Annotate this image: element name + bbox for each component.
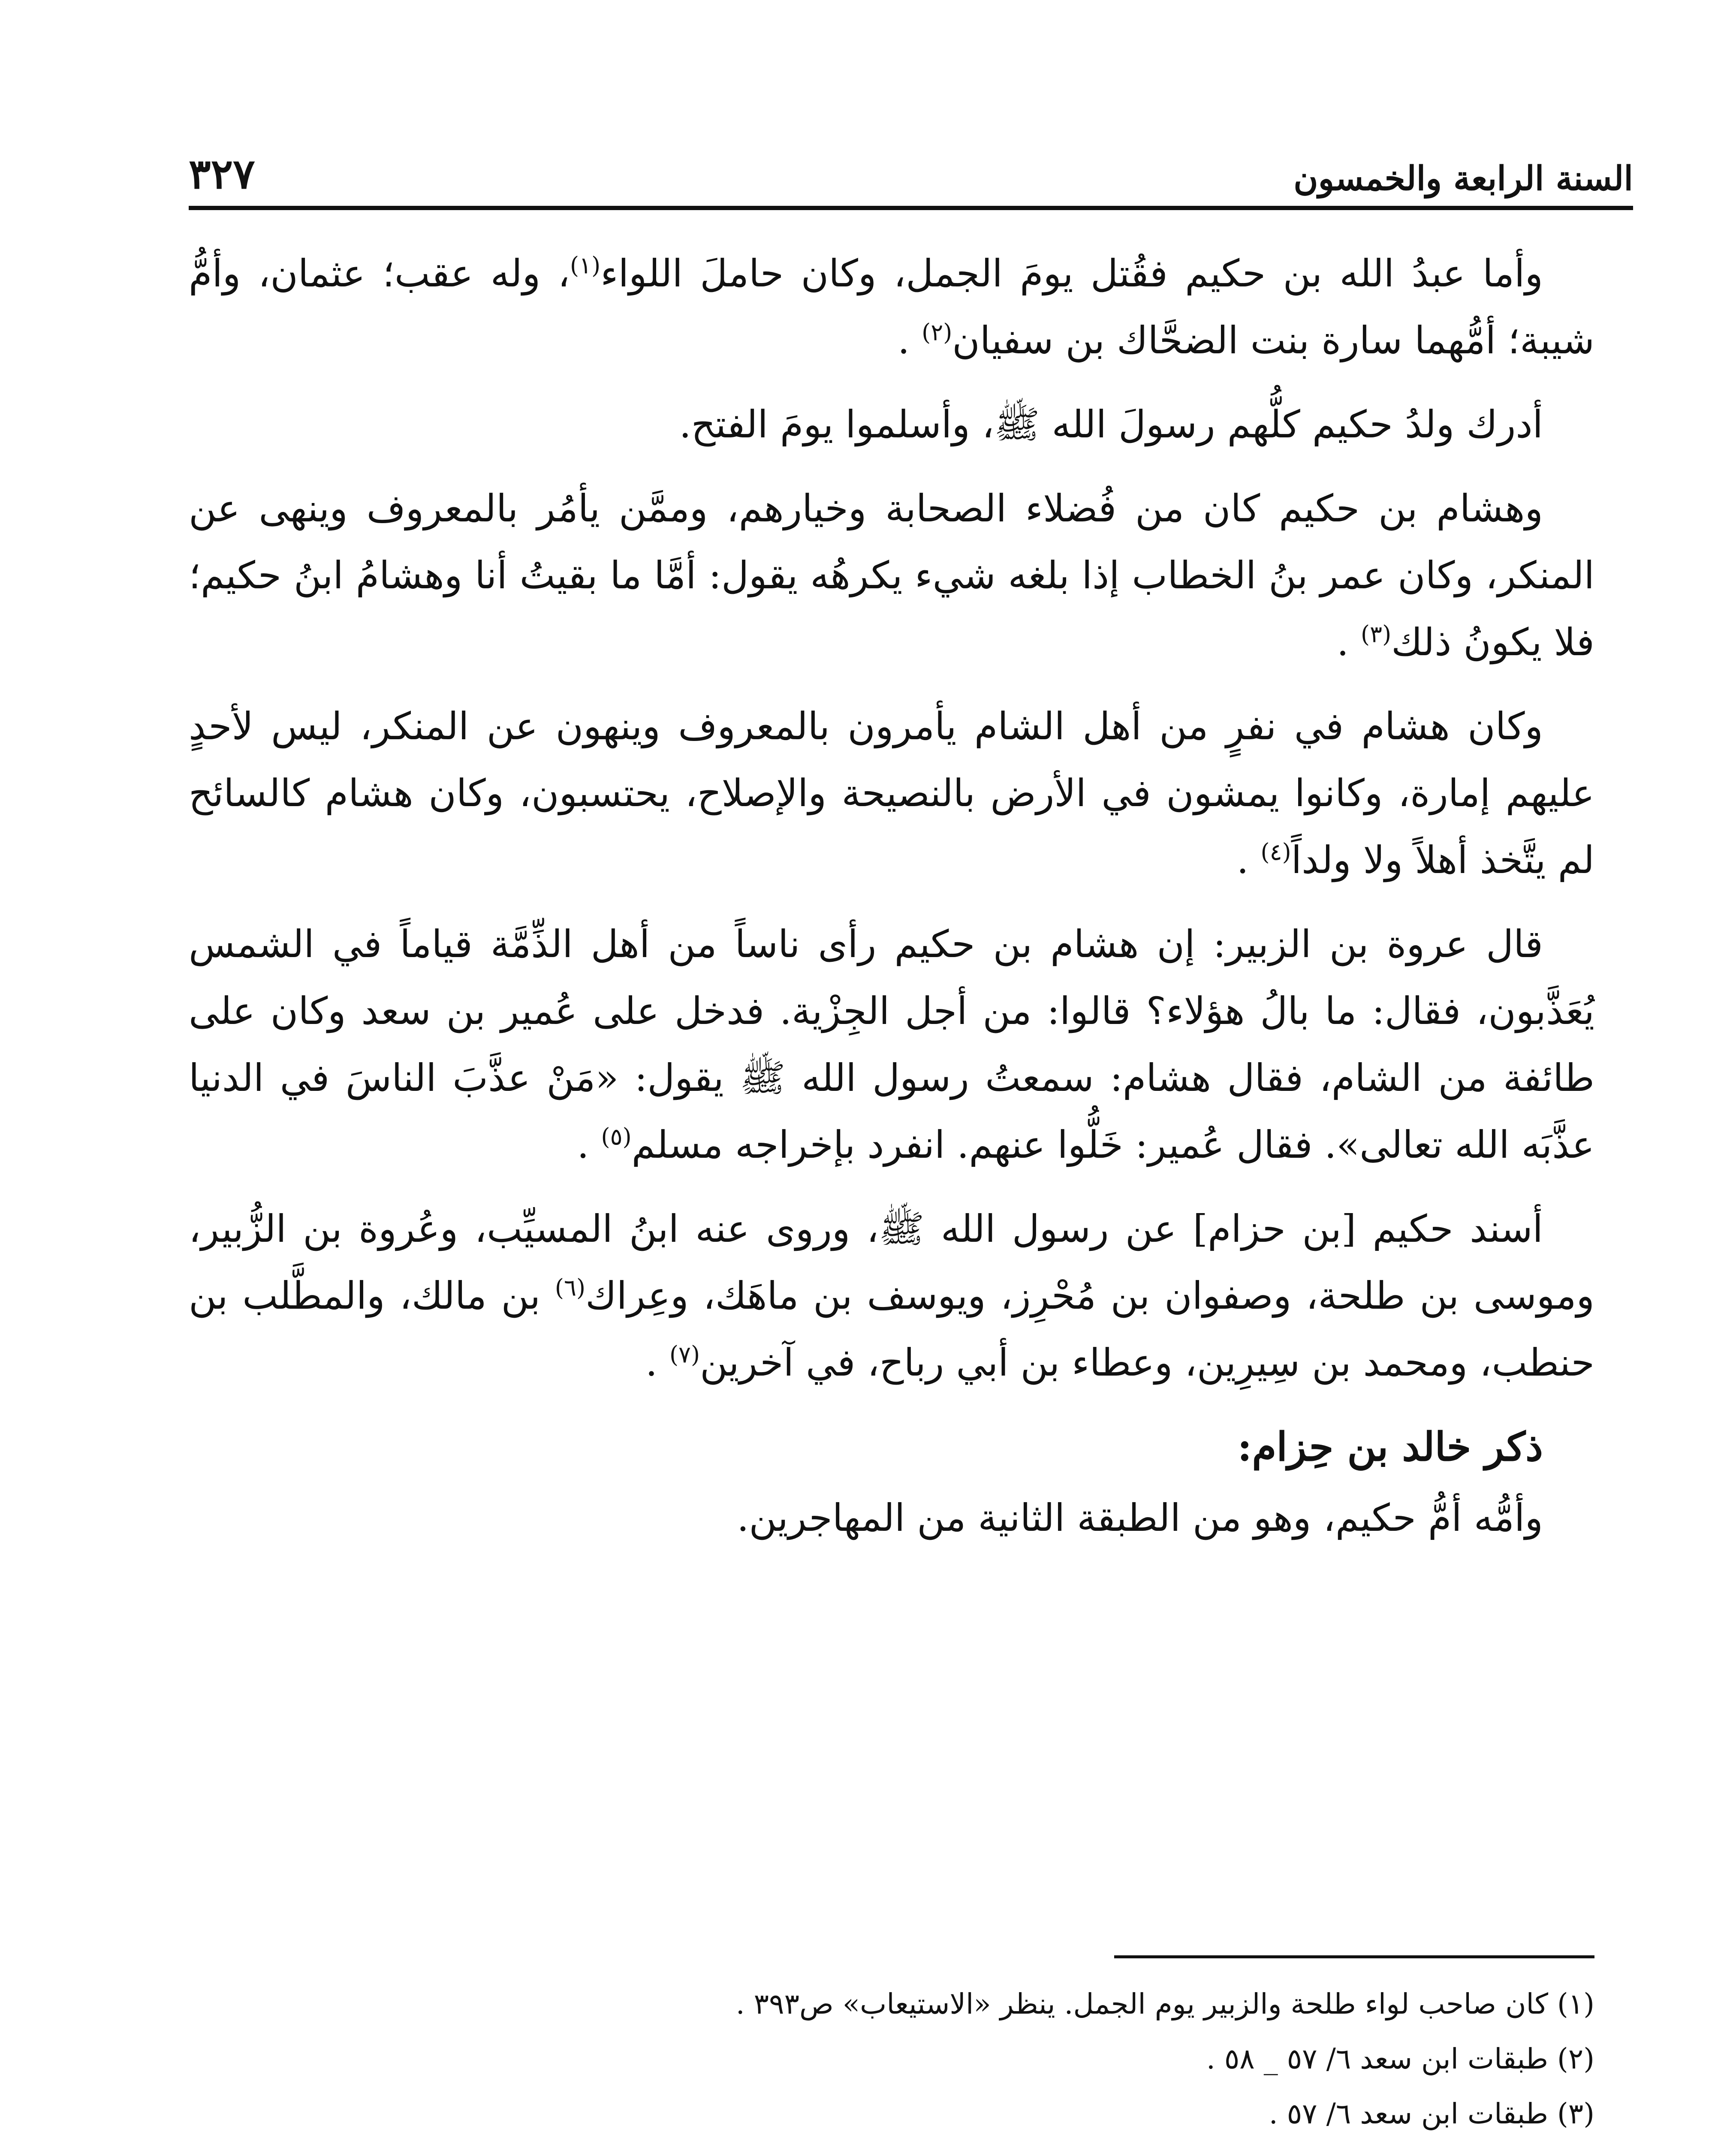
footnote-ref-6: (٦) — [555, 1274, 586, 1301]
footnotes — [300, 1977, 1594, 2144]
paragraph-6: أسند حكيم [بن حزام] عن رسول الله ﷺ، وروى عنه ابنُ المسيِّب، وعُروة بن الزُّبير، وموسى بن طلحة، وصفوان بن مُحْرِز، ويوسف بن ماهَك، وعِراك$^{(٦)}$ بن مالك، والمطَّلب بن حنطب، ومحمد بن سِيرِين، وعطاء بن أبي رباح، في آخرين$^{(٧)}$ . — [189, 1207, 1594, 1385]
footnote-2: (٢) طبقات ابن سعد ٦/ ٥٧ _ ٥٨ . — [1206, 2042, 1594, 2075]
footnote-ref-7: (٧) — [669, 1341, 700, 1368]
main-text — [189, 240, 1594, 1569]
footnote-divider — [1114, 1955, 1594, 1958]
paragraph-7: وأمُّه أمُّ حكيم، وهو من الطبقة الثانية من المهاجرين. — [737, 1496, 1543, 1540]
paragraph-2: أدرك ولدُ حكيم كلُّهم رسولَ الله ﷺ، وأسلموا يومَ الفتح. — [679, 402, 1543, 446]
footnote-4 — [300, 2141, 1594, 2144]
footnote-ref-1: (١) — [570, 252, 601, 279]
section-heading: ذكر خالد بن حِزام: — [1237, 1424, 1543, 1470]
page-number: ٣٢٧ — [189, 150, 255, 198]
footnote-ref-4: (٤) — [1260, 838, 1291, 866]
page-header — [189, 129, 1633, 210]
footnote-ref-3: (٣) — [1360, 620, 1392, 648]
footnote-ref-2: (٢) — [922, 319, 952, 346]
paragraph-4: وكان هشام في نفرٍ من أهل الشام يأمرون بالمعروف وينهون عن المنكر، ليس لأحدٍ عليهم إمارة، وكانوا يمشون في الأرض بالنصيحة والإصلاح، يحتسبون، وكان هشام كالسائح لم يتَّخذ أهلاً ولا ولداً$^{(٤)}$ . — [189, 704, 1594, 882]
paragraph-5: قال عروة بن الزبير: إن هشام بن حكيم رأى ناساً من أهل الذِّمَّة قياماً في الشمس يُعَذَّبون، فقال: ما بالُ هؤلاء؟ قالوا: من أجل الجِزْية. فدخل على عُمير بن سعد وكان على طائفة من الشام، فقال هشام: سمعتُ رسول الله ﷺ يقول: «مَنْ عذَّبَ الناسَ في الدنيا عذَّبَه الله تعالى». فقال عُمير: خَلُّوا عنهم. انفرد بإخراجه مسلم$^{(٥)}$ . — [189, 922, 1594, 1167]
footnote-1: (١) كان صاحب لواء طلحة والزبير يوم الجمل. ينظر «الاستيعاب» ص٣٩٣ . — [735, 1987, 1594, 2021]
footnote-ref-5: (٥) — [601, 1123, 632, 1150]
paragraph-3: وهشام بن حكيم كان من فُضلاء الصحابة وخيارهم، وممَّن يأمُر بالمعروف وينهى عن المنكر، وكان عمر بنُ الخطاب إذا بلغه شيء يكرهُه يقول: أمَّا ما بقيتُ أنا وهشامُ ابنُ حكيم؛ فلا يكونُ ذلك$^{(٣)}$ . — [189, 486, 1594, 664]
paragraph-1: وأما عبدُ الله بن حكيم فقُتل يومَ الجمل، وكان حاملَ اللواء$^{(١)}$، وله عقب؛ عثمان، وأمُّ شيبة؛ أمُّهما سارة بنت الضحَّاك بن سفيان$^{(٢)}$ . — [189, 251, 1594, 362]
footnote-3: (٣) طبقات ابن سعد ٦/ ٥٧ . — [1269, 2097, 1594, 2130]
running-title: السنة الرابعة والخمسون — [1293, 159, 1633, 198]
